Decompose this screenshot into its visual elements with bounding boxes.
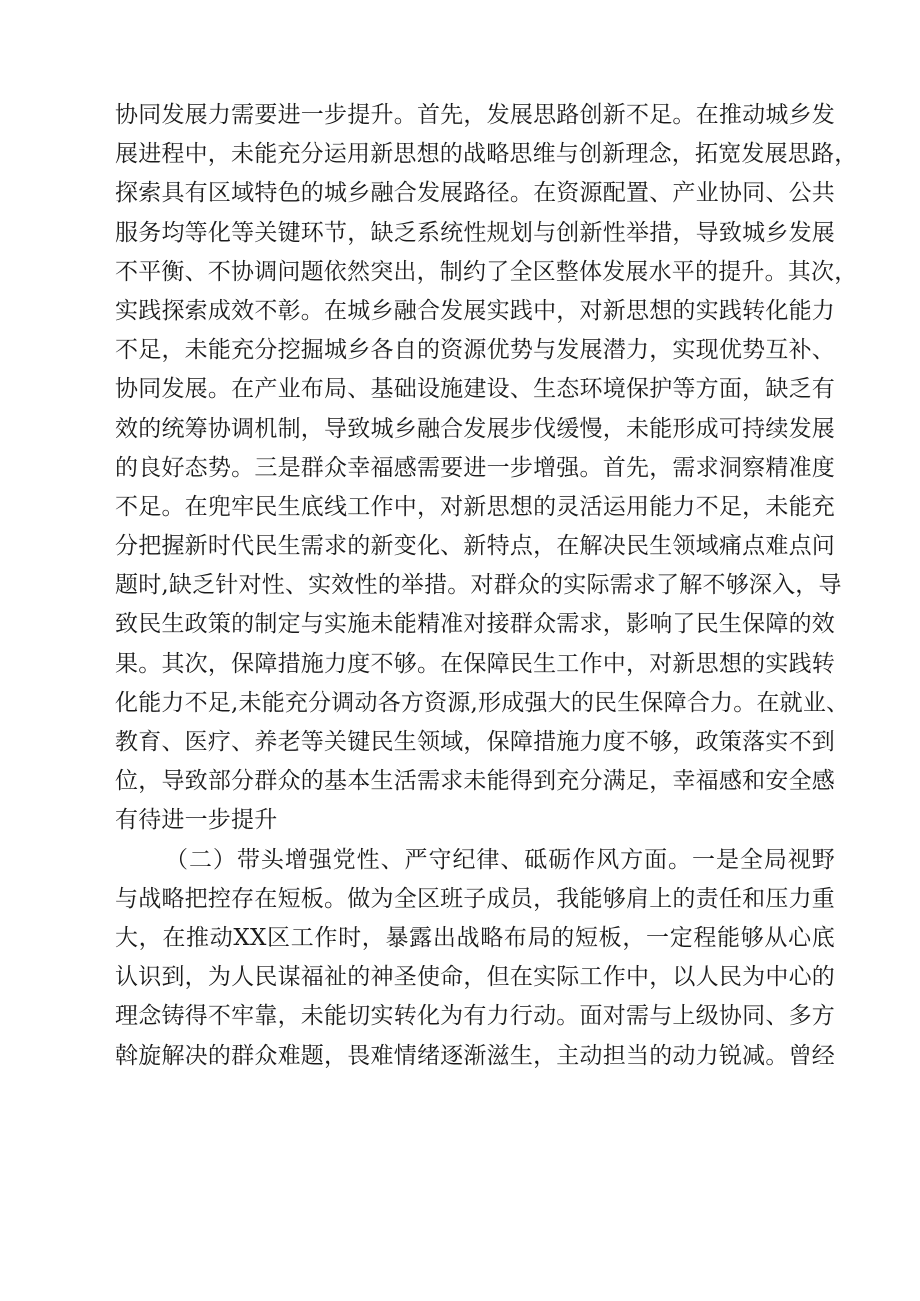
text-line: 斡旋解决的群众难题，畏难情绪逐渐滋生，主动担当的动力锐减。曾经 — [115, 1042, 835, 1069]
text-line: 理念铸得不牢靠，未能切实转化为有力行动。面对需与上级协同、多方 — [115, 1003, 835, 1030]
body-text — [115, 96, 858, 1076]
text-line: 协同发展力需要进一步提升。首先，发展思路创新不足。在推动城乡发 — [115, 102, 835, 128]
text-line: 有待进一步提升 — [115, 807, 278, 834]
section-heading-line: （二）带头增强党性、严守纪律、砥砺作风方面。一是全局视野 — [165, 846, 835, 873]
text-line: 位，导致部分群众的基本生活需求未能得到充分满足，幸福感和安全感 — [115, 768, 835, 795]
text-line: 不足，未能充分挖掘城乡各自的资源优势与发展潜力，实现优势互补、 — [115, 337, 835, 364]
text-line: 实践探索成效不彰。在城乡融合发展实践中，对新思想的实践转化能力 — [115, 297, 835, 324]
text-line: 致民生政策的制定与实施未能精准对接群众需求，影响了民生保障的效 — [115, 611, 835, 638]
text-line: 分把握新时代民生需求的新变化、新特点，在解决民生领域痛点难点问 — [115, 533, 835, 560]
text-line: 不平衡、不协调问题依然突出，制约了全区整体发展水平的提升。其次， — [115, 258, 858, 285]
text-line: 化能力不足,未能充分调动各方资源,形成强大的民生保障合力。在就业、 — [115, 689, 850, 716]
text-line: 展进程中，未能充分运用新思想的战略思维与创新理念，拓宽发展思路， — [115, 141, 858, 168]
text-line: 协同发展。在产业布局、基础设施建设、生态环境保护等方面，缺乏有 — [115, 376, 835, 403]
text-line: 果。其次，保障措施力度不够。在保障民生工作中，对新思想的实践转 — [115, 650, 835, 677]
text-line: 教育、医疗、养老等关键民生领域，保障措施力度不够，政策落实不到 — [115, 729, 835, 755]
text-line: 服务均等化等关键环节，缺乏系统性规划与创新性举措，导致城乡发展 — [115, 219, 835, 246]
text-line: 效的统筹协调机制，导致城乡融合发展步伐缓慢，未能形成可持续发展 — [115, 415, 835, 442]
text-line: 认识到，为人民谋福祉的神圣使命，但在实际工作中，以人民为中心的 — [115, 964, 835, 991]
text-line: 不足。在兜牢民生底线工作中，对新思想的灵活运用能力不足，未能充 — [115, 493, 835, 520]
text-line: 的良好态势。三是群众幸福感需要进一步增强。首先，需求洞察精准度 — [115, 454, 835, 481]
text-line: 题时,缺乏针对性、实效性的举措。对群众的实际需求了解不够深入，导 — [115, 572, 842, 599]
text-line: 与战略把控存在短板。做为全区班子成员，我能够肩上的责任和压力重 — [115, 885, 835, 912]
text-line: 探索具有区域特色的城乡融合发展路径。在资源配置、产业协同、公共 — [115, 180, 835, 207]
text-line: 大，在推动XX区工作时，暴露出战略布局的短板，一定程能够从心底 — [115, 924, 835, 951]
